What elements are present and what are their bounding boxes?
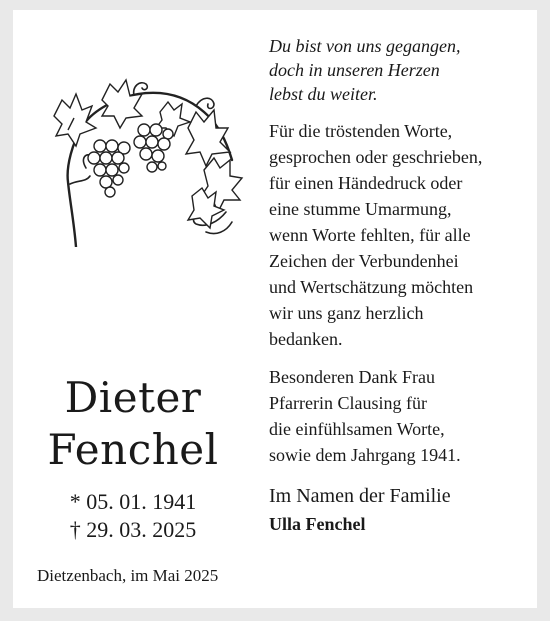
thanks-line: gesprochen oder geschrieben, [269, 147, 483, 167]
special-line: sowie dem Jahrgang 1941. [269, 445, 461, 465]
death-date: † 29. 03. 2025 [69, 517, 197, 542]
last-name: Fenchel [47, 425, 219, 474]
deceased-name [13, 372, 253, 476]
poem [269, 34, 529, 106]
place-date: Dietzenbach, im Mai 2025 [37, 566, 219, 585]
poem-line: Du bist von uns gegangen, [269, 36, 461, 56]
special-thanks [269, 364, 529, 468]
thanks-line: für einen Händedruck oder [269, 173, 463, 193]
obituary-card [13, 10, 537, 608]
special-line: die einfühlsamen Worte, [269, 419, 445, 439]
family-line: Im Namen der Familie [269, 485, 451, 507]
poem-line: doch in unseren Herzen [269, 60, 440, 80]
thanks-line: bedanken. [269, 329, 343, 349]
first-name: Dieter [64, 373, 202, 422]
special-line: Pfarrerin Clausing für [269, 393, 427, 413]
poem-line: lebst du weiter. [269, 84, 378, 104]
thanks-line: wir uns ganz herzlich [269, 303, 424, 323]
thanks-line: Für die tröstenden Worte, [269, 121, 453, 141]
thanks-line: wenn Worte fehlten, für alle [269, 225, 471, 245]
thanks-paragraph [269, 118, 529, 352]
special-line: Besonderen Dank Frau [269, 367, 435, 387]
thanks-line: eine stumme Umarmung, [269, 199, 452, 219]
birth-date: * 05. 01. 1941 [69, 489, 197, 514]
grapevine-icon [46, 72, 246, 247]
signature: Ulla Fenchel [269, 514, 366, 534]
life-dates [13, 488, 253, 544]
text-column [269, 34, 529, 537]
thanks-line: und Wertschätzung möchten [269, 277, 474, 297]
thanks-line: Zeichen der Verbundenhei [269, 251, 459, 271]
